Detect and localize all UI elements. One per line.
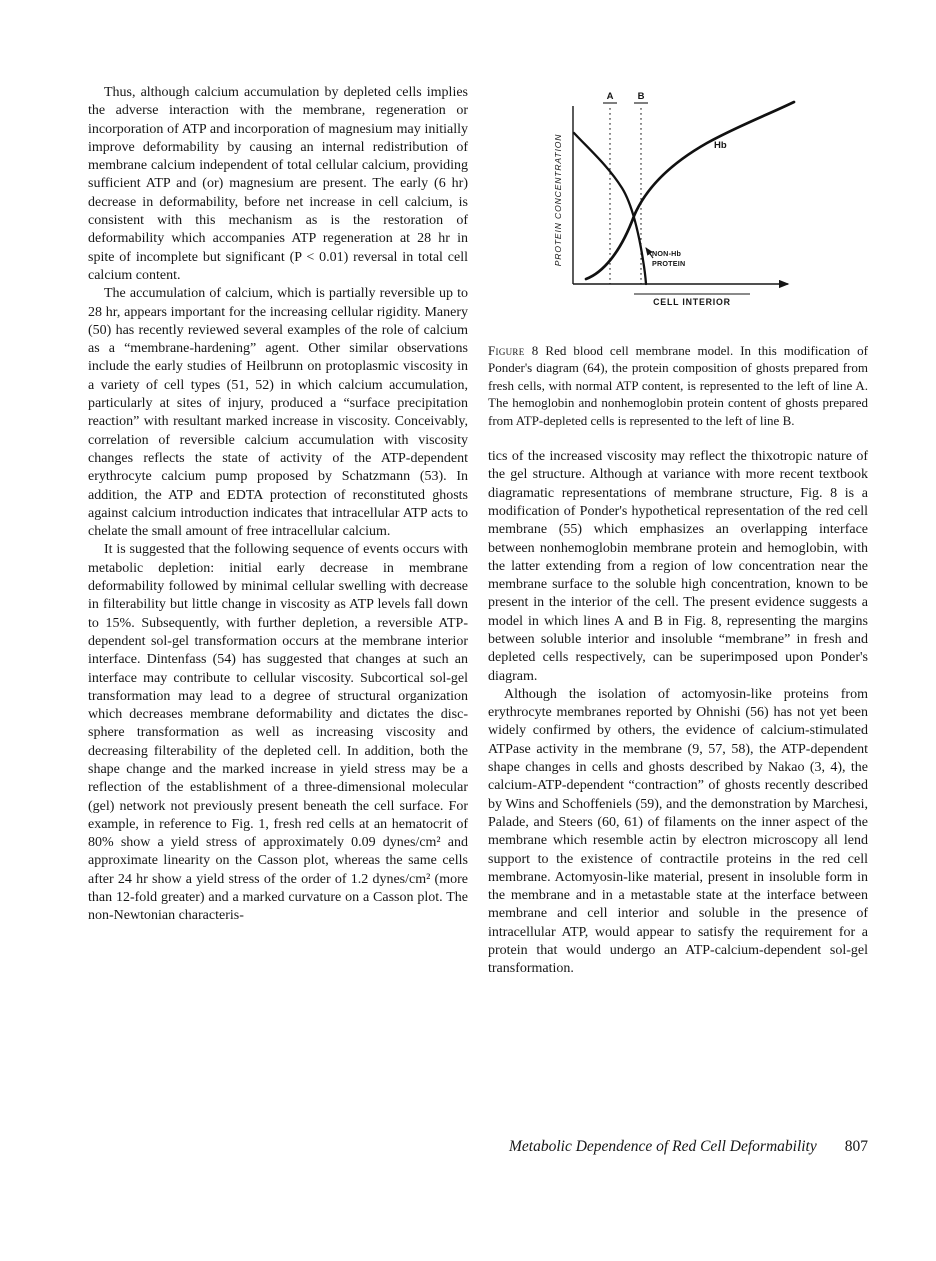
paragraph: The accumulation of calcium, which is partially reversible up to 28 hr, appears important for the increasing cellular rigidity. Manery (50) has recently reviewed several examples of the role of calcium as a “membrane-hardening” agent. Other similar observations include the early studies of Heilbrunn on protoplasmic viscosity in a variety of cell types (51, 52) in which calcium accumulation, particularly at sites of injury, produced a “surface precipitation reaction” with resultant marked increase in viscosity. Conceivably, correlation of reversible calcium accumulation with viscosity changes reflects the state of activity of the ATP-dependent erythrocyte calcium pump proposed by Schatzmann (53). In addition, the ATP and EDTA protection of reconstituted ghosts against calcium introduction indicates that intracellular ATP acts to chelate the small amount of free intracellular calcium. — [88, 286, 468, 540]
figure-caption-text: Red blood cell membrane model. In this modification of Ponder's diagram (64), the protein composition of ghosts prepared from fresh cells, with normal ATP content, is represented to the left of line A. The hemoglobin and nonhemoglobin protein content of ghosts prepared from ATP-depleted cells is represented to the left of line B. — [488, 343, 868, 428]
hb-curve — [586, 102, 794, 279]
figure-8 — [488, 88, 868, 429]
figure-8-diagram — [542, 88, 814, 328]
x-axis-label: CELL INTERIOR — [653, 297, 731, 307]
running-title: Metabolic Dependence of Red Cell Deformability — [508, 1138, 817, 1155]
figure-8-caption — [488, 342, 868, 429]
y-axis-label: PROTEIN CONCENTRATION — [553, 133, 563, 267]
hb-curve-label: Hb — [714, 140, 727, 151]
figure-caption-label: Figure 8 — [488, 343, 539, 358]
page-number: 807 — [844, 1138, 868, 1155]
paragraph: tics of the increased viscosity may reflect the thixotropic nature of the gel structure. Although at variance with more recent textbook diagramatic representations of membrane structure, Fig. 8 is a modification of Ponder's hypothetical representation of the red cell membrane (55) which emphasizes an overlapping interface between nonhemoglobin membrane protein and hemoglobin, with the latter extending from a region of low concentration near the membrane surface to the soluble high concentration, known to be present in the interior of the cell. The present evidence suggests a model in which lines A and B in Fig. 8, representing the margins between soluble interior and insoluble “membrane” in fresh and depleted cells respectively, can be superimposed upon Ponder's diagram. — [488, 449, 868, 684]
right-column — [488, 84, 868, 979]
line-a-label: A — [606, 91, 614, 102]
non-hb-label-line1: NON-Hb — [652, 249, 682, 258]
paragraph: Although the isolation of actomyosin-like proteins from erythrocyte membranes reported by Ohnishi (56) has not yet been widely confirmed by others, the evidence of calcium-stimulated ATPase activity in the membrane (9, 57, 58), the ATP-dependent shape changes in cells and ghosts described by Nakao (3, 4), the calcium-ATP-dependent “contraction” of ghosts recently described by Wins and Schoffeniels (59), and the demonstration by Marchesi, Palade, and Steers (60, 61) of filaments on the inner aspect of the membrane which resemble actin by electron microscopy all lend support to the existence of contractile proteins in the red cell membrane. Actomyosin-like material, present in insoluble form in the membrane and in a metastable state at the interface between membrane and cell interior and soluble in the presence of intracellular ATP, would appear to satisfy the requirement for a protein that would undergo an ATP-calcium-dependent sol-gel transformation. — [488, 686, 868, 977]
paragraph: It is suggested that the following sequence of events occurs with metabolic depletion: initial early decrease in membrane deformability followed by minimal cellular swelling with decrease in filterability but little change in viscosity as ATP levels fall down to 15%. Subsequently, with further depletion, a reversible ATP-dependent sol-gel transformation occurs at the membrane interior interface. Dintenfass (54) has suggested that changes at such an interface may contribute to cellular viscosity. Subcortical sol-gel transformation may lead to a degree of structural organization which decreases membrane deformability and dictates the disc-sphere transformation as well as increasing viscosity and decreasing filterability of the depleted cell. In addition, both the shape change and the marked increase in yield stress may be a reflection of the establishment of a three-dimensional molecular (gel) network not previously present beneath the cell surface. For example, in reference to Fig. 1, fresh red cells at an hematocrit of 80% show a yield stress of approximately 0.09 dynes/cm² and approximate linearity on the Casson plot, whereas the same cells after 24 hr show a yield stress of the order of 1.2 dynes/cm² (more than 12-fold greater) and a marked curvature on a Casson plot. The non-Newtonian characteris- — [88, 542, 468, 924]
two-column-layout — [88, 84, 868, 979]
left-column — [88, 84, 468, 979]
paragraph: Thus, although calcium accumulation by depleted cells implies the adverse interaction with the membrane, regeneration or incorporation of ATP and incorporation of magnesium may initially improve deformability by causing an internal redistribution of membrane calcium independent of total cellular calcium, providing sufficient ATP and (or) magnesium are present. The early (6 hr) decrease in deformability, before net increase in cell calcium, is consistent with this mechanism as is the restoration of deformability which accompanies ATP regeneration at 28 hr in spite of incomplete but significant (P < 0.01) reversal in total cell calcium content. — [88, 85, 468, 283]
line-b-label: B — [637, 91, 645, 102]
non-hb-label-line2: PROTEIN — [652, 259, 686, 268]
page-footer — [88, 1138, 868, 1156]
